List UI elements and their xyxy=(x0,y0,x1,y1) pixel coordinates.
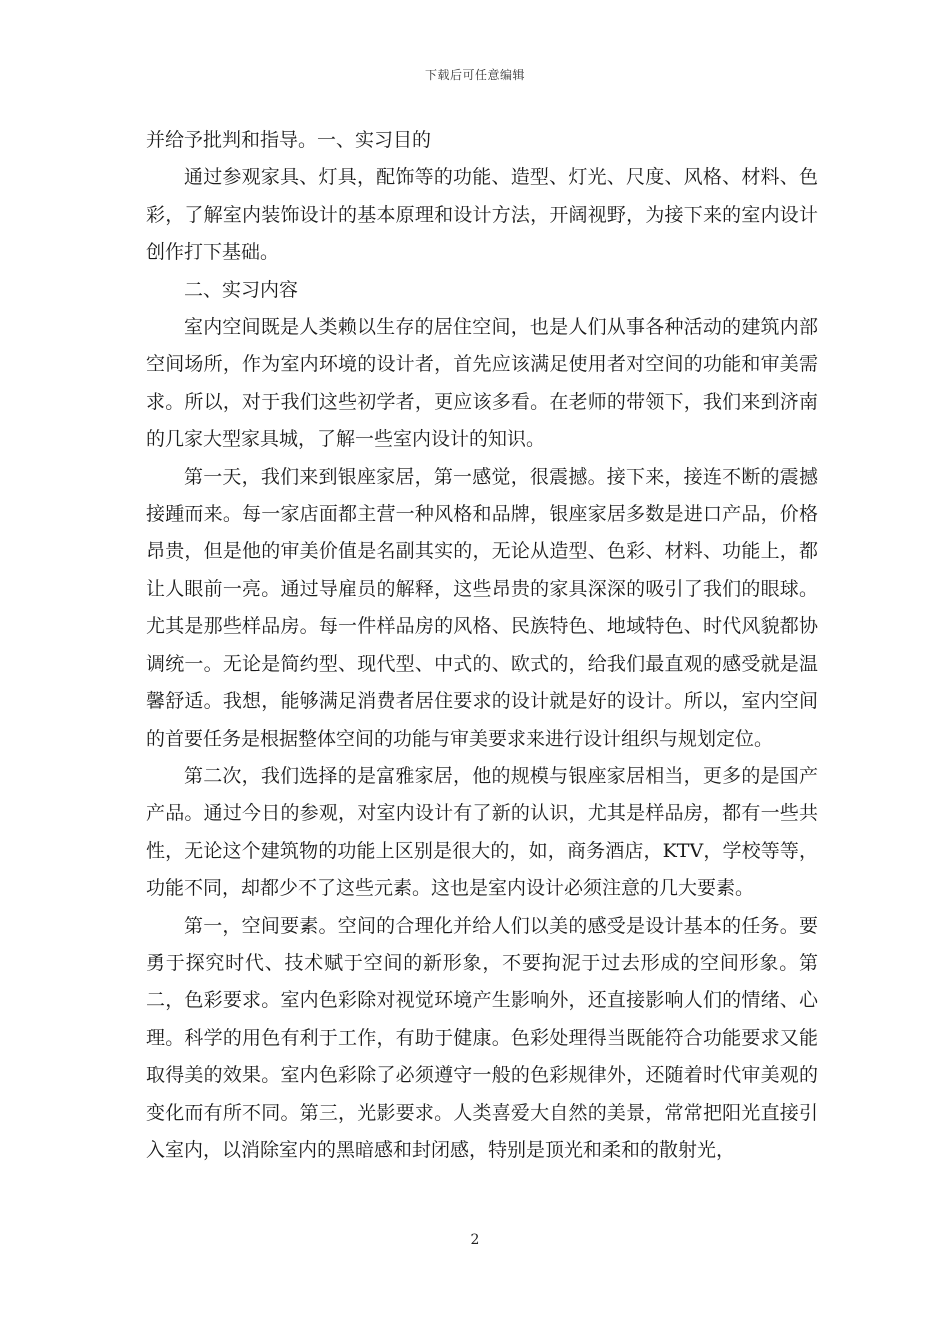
paragraph: 第一天，我们来到银座家居，第一感觉，很震撼。接下来，接连不断的震撼接踵而来。每一家店面都主营一种风格和品牌，银座家居多数是进口产品，价格昂贵，但是他的审美价值是名副其实的，无论从造型、色彩、材料、功能上，都让人眼前一亮。通过导雇员的解释，这些昂贵的家具深深的吸引了我们的眼球。尤其是那些样品房。每一件样品房的风格、民族特色、地域特色、时代风貌都协调统一。无论是简约型、现代型、中式的、欧式的，给我们最直观的感受就是温馨舒适。我想，能够满足消费者居住要求的设计就是好的设计。所以，室内空间的首要任务是根据整体空间的功能与审美要求来进行设计组织与规划定位。 xyxy=(146,465,818,750)
paragraph: 第一，空间要素。空间的合理化并给人们以美的感受是设计基本的任务。要勇于探究时代、技术赋于空间的新形象，不要拘泥于过去形成的空间形象。第二，色彩要求。室内色彩除对视觉环境产生影响外，还直接影响人们的情绪、心理。科学的用色有利于工作，有助于健康。色彩处理得当既能符合功能要求又能取得美的效果。室内色彩除了必须遵守一般的色彩规律外，还随着时代审美观的变化而有所不同。第三，光影要求。人类喜爱大自然的美景，常常把阳光直接引入室内，以消除室内的黑暗感和封闭感，特别是顶光和柔和的散射光， xyxy=(146,914,818,1161)
paragraph: 通过参观家具、灯具，配饰等的功能、造型、灯光、尺度、风格、材料、色彩，了解室内装饰设计的基本原理和设计方法，开阔视野，为接下来的室内设计创作打下基础。 xyxy=(146,166,818,264)
paragraph: 第二次，我们选择的是富雅家居，他的规模与银座家居相当，更多的是国产产品。通过今日的参观，对室内设计有了新的认识，尤其是样品房，都有一些共性，无论这个建筑物的功能上区别是很大的，如，商务酒店，KTV，学校等等，功能不同，却都少不了这些元素。这也是室内设计必须注意的几大要素。 xyxy=(146,764,818,900)
page-number: 2 xyxy=(470,1232,480,1248)
paragraph: 室内空间既是人类赖以生存的居住空间，也是人们从事各种活动的建筑内部空间场所，作为室内环境的设计者，首先应该满足使用者对空间的功能和审美需求。所以，对于我们这些初学者，更应该多看。在老师的带领下，我们来到济南的几家大型家具城，了解一些室内设计的知识。 xyxy=(146,316,818,451)
section-heading: 二、实习内容 xyxy=(184,278,299,301)
page-header: 下载后可任意编辑 xyxy=(424,68,525,82)
paragraph: 并给予批判和指导。一、实习目的 xyxy=(146,129,432,151)
document-body xyxy=(146,122,818,1169)
